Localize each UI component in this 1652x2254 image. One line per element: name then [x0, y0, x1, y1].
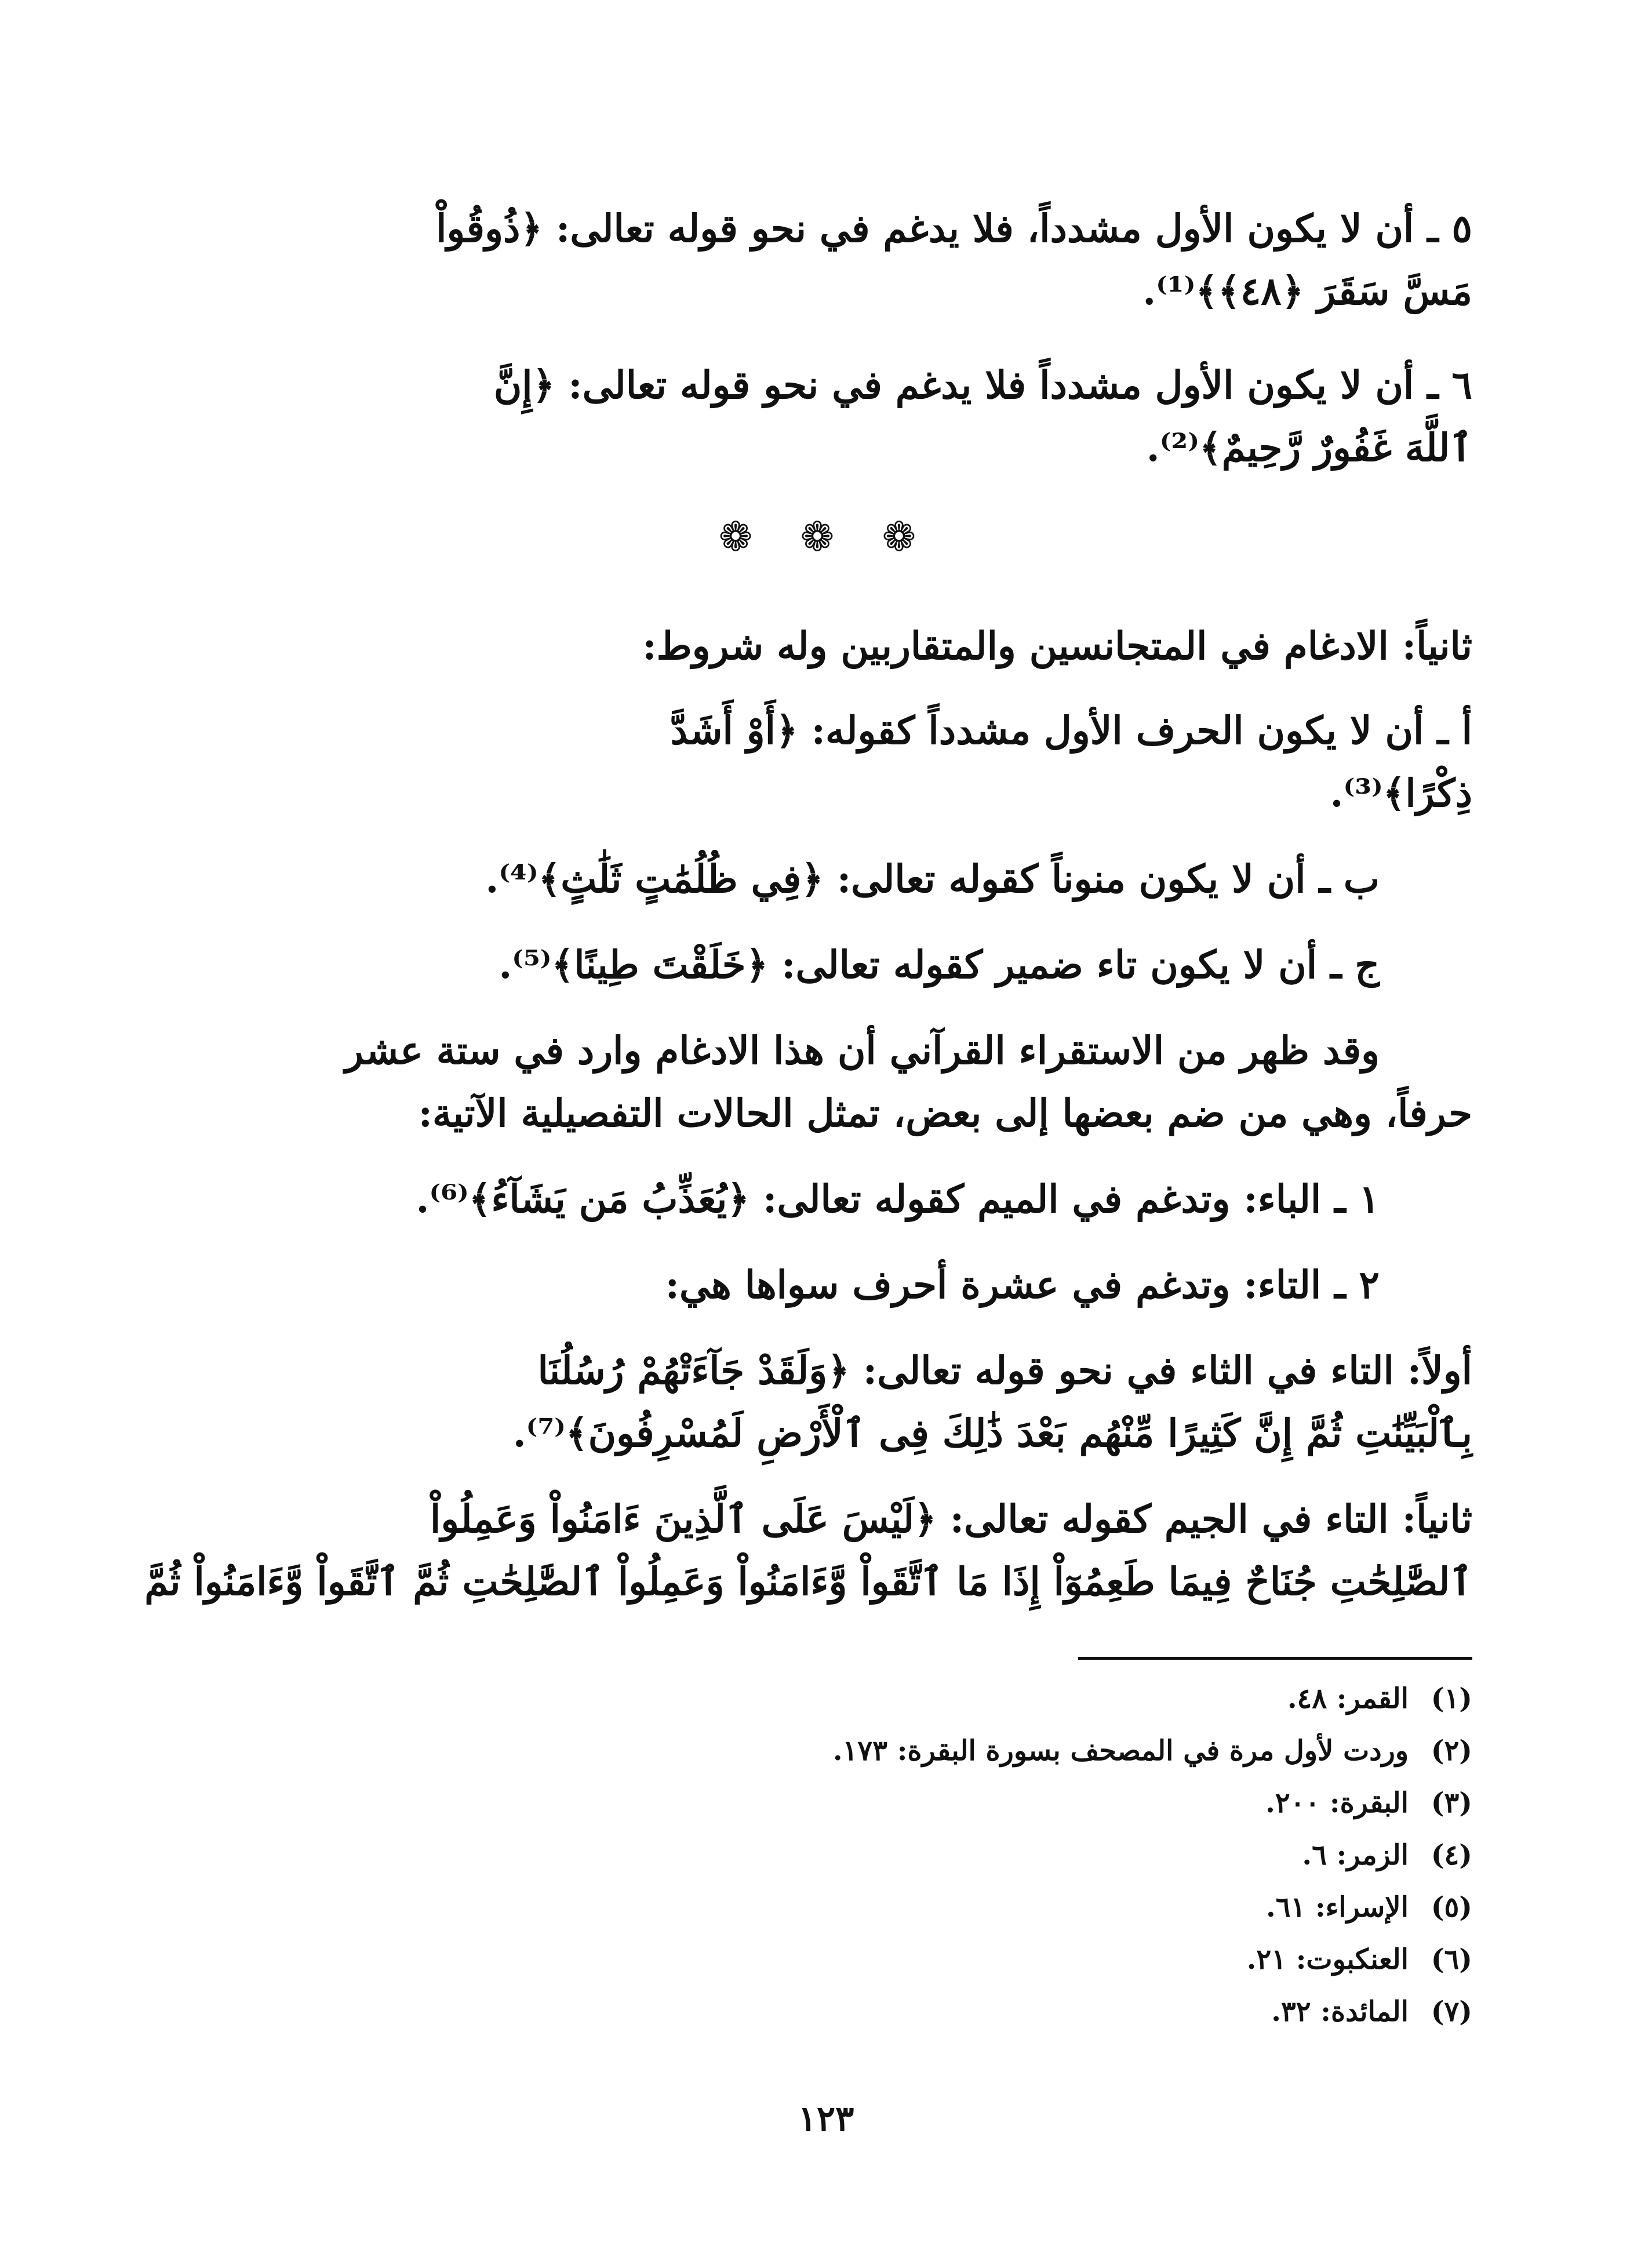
- paragraph-6-line-2: ٱللَّهَ غَفُورٌ رَّحِيمٌ﴾⁽²⁾.: [1146, 425, 1472, 470]
- section-divider-ornament: ❁ ❁ ❁: [718, 513, 934, 561]
- footnote-text: البقرة: ٢٠٠.: [1265, 1787, 1409, 1819]
- intro-line-1: وقد ظهر من الاستقراء القرآني أن هذا الادغام وارد في ستة عشر: [345, 1028, 1380, 1073]
- footnote-text: القمر: ٤٨.: [1287, 1682, 1409, 1715]
- footnote-7: [522, 1986, 1472, 2038]
- footnote-number: (١): [1431, 1682, 1472, 1715]
- page-number: ١٢٣: [798, 2099, 854, 2139]
- paragraph-5-line-2: مَسَّ سَقَرَ ﴿٤٨﴾﴾⁽¹⁾.: [1142, 268, 1472, 314]
- footnote-6: [522, 1933, 1472, 1986]
- section-2-heading: ثانياً: الادغام في المتجانسين والمتقاربين وله شروط:: [642, 623, 1472, 668]
- footnote-number: (٢): [1431, 1735, 1472, 1767]
- footnote-text: الإسراء: ٦١.: [1265, 1891, 1409, 1924]
- paragraph-5: [197, 197, 1472, 322]
- footnote-3: [522, 1777, 1472, 1829]
- second-case-line-2: ٱلصَّٰلِحَٰتِ جُنَاحٌ فِيمَا طَعِمُوٓاْ إِذَا مَا ٱتَّقَواْ وَّءَامَنُواْ وَعَمِلُواْ ٱلصَّٰلِحَٰتِ ثُمَّ ٱتَّقَواْ وَّءَامَنُواْ ثُمَّ: [144, 1559, 1472, 1604]
- second-case-line-1: ثانياً: التاء في الجيم كقوله تعالى: ﴿لَيْسَ عَلَى ٱلَّذِينَ ءَامَنُواْ وَعَمِلُواْ: [430, 1496, 1472, 1542]
- footnote-text: العنكبوت: ٢١.: [1246, 1943, 1409, 1976]
- condition-b: ب ـ أن لا يكون منوناً كقوله تعالى: ﴿فِي ظُلُمَٰتٍ ثَلَٰثٍ﴾⁽⁴⁾.: [485, 856, 1380, 901]
- footnote-2: [522, 1725, 1472, 1777]
- paragraph-6: [197, 354, 1472, 479]
- item-1-ba: ١ ـ الباء: وتدغم في الميم كقوله تعالى: ﴿يُعَذِّبُ مَن يَشَآءُ﴾⁽⁶⁾.: [416, 1176, 1380, 1221]
- first-case-line-1: أولاً: التاء في الثاء في نحو قوله تعالى: ﴿وَلَقَدْ جَآءَتْهُمْ رُسُلُنَا: [537, 1348, 1472, 1393]
- footnote-number: (٧): [1431, 1995, 1472, 2028]
- paragraph-6-line-1: ٦ ـ أن لا يكون الأول مشدداً فلا يدغم في نحو قوله تعالى: ﴿إِنَّ: [493, 362, 1472, 408]
- footnote-text: وردت لأول مرة في المصحف بسورة البقرة: ١٧٣.: [832, 1735, 1409, 1767]
- paragraph-5-line-1: ٥ ـ أن لا يكون الأول مشدداً، فلا يدغم في نحو قوله تعالى: ﴿ذُوقُواْ: [436, 206, 1472, 251]
- first-case-line-2: بِٱلْبَيِّنَٰتِ ثُمَّ إِنَّ كَثِيرًا مِّنْهُم بَعْدَ ذَٰلِكَ فِى ٱلْأَرْضِ لَمُسْرِفُونَ﴾⁽⁷⁾.: [512, 1410, 1472, 1456]
- condition-j: ج ـ أن لا يكون تاء ضمير كقوله تعالى: ﴿خَلَقْتَ طِينًا﴾⁽⁵⁾.: [498, 942, 1380, 987]
- condition-a-line-2: ذِكْرًا﴾⁽³⁾.: [1330, 770, 1472, 816]
- footnote-separator: [1078, 1657, 1472, 1660]
- condition-a-line-1: أ ـ أن لا يكون الحرف الأول مشدداً كقوله: ﴿أَوْ أَشَدَّ: [670, 708, 1472, 753]
- footnote-4: [522, 1829, 1472, 1881]
- footnote-text: المائدة: ٣٢.: [1271, 1995, 1409, 2028]
- footnote-1: [522, 1673, 1472, 1725]
- footnote-number: (٥): [1431, 1891, 1472, 1924]
- intro-line-2: حرفاً، وهي من ضم بعضها إلى بعض، تمثل الحالات التفصيلية الآتية:: [418, 1090, 1472, 1136]
- footnote-number: (٦): [1431, 1943, 1472, 1976]
- footnote-5: [522, 1881, 1472, 1933]
- footnotes: [522, 1673, 1472, 2038]
- section-2: [144, 615, 1472, 1613]
- footnote-number: (٣): [1431, 1787, 1472, 1819]
- item-2-ta: ٢ ـ التاء: وتدغم في عشرة أحرف سواها هي:: [665, 1262, 1380, 1307]
- footnote-number: (٤): [1431, 1839, 1472, 1871]
- footnote-text: الزمر: ٦.: [1302, 1839, 1409, 1871]
